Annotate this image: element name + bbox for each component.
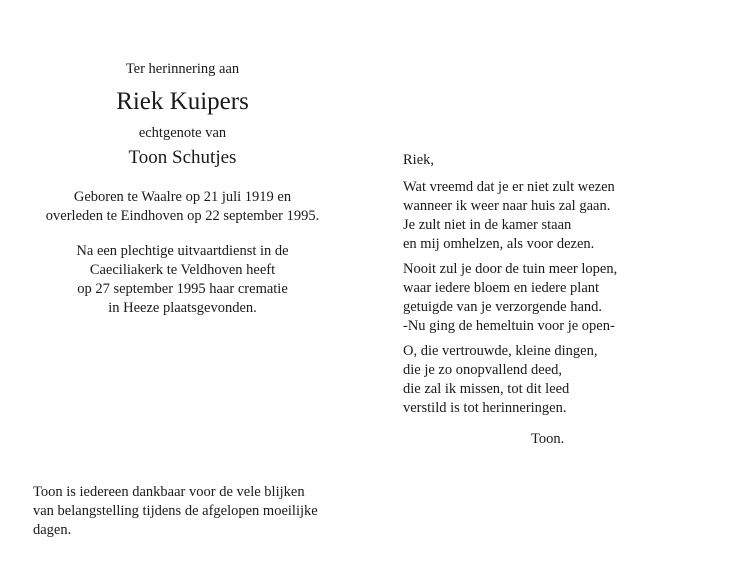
poem-line: O, die vertrouwde, kleine dingen, xyxy=(403,343,598,359)
thanks-line: dagen. xyxy=(33,522,72,538)
ceremony-paragraph xyxy=(30,242,335,318)
ceremony-line: in Heeze plaatsgevonden. xyxy=(108,300,257,316)
poem-signature: Toon. xyxy=(531,431,565,447)
poem-line: verstild is tot herinneringen. xyxy=(403,400,567,416)
poem-line: Je zult niet in de kamer staan xyxy=(403,217,572,233)
spouse-name: Toon Schutjes xyxy=(128,147,237,168)
birth-line: Geboren te Waalre op 21 juli 1919 en xyxy=(73,189,292,205)
thanks-line: van belangstelling tijdens de afgelopen moeilijke xyxy=(33,503,318,519)
poem-stanza-1 xyxy=(403,178,615,254)
poem-line: Wat vreemd dat je er niet zult wezen xyxy=(403,179,615,195)
deceased-name: Riek Kuipers xyxy=(116,88,249,115)
ceremony-line: Caeciliakerk te Veldhoven heeft xyxy=(89,262,276,278)
poem-stanza-3 xyxy=(403,342,597,418)
spouse-intro: echtgenote van xyxy=(138,125,227,141)
poem-line: Nooit zul je door de tuin meer lopen, xyxy=(403,261,618,277)
poem-line: die zal ik missen, tot dit leed xyxy=(403,381,570,397)
poem-line: die je zo onopvallend deed, xyxy=(403,362,563,378)
poem-line: -Nu ging de hemeltuin voor je open- xyxy=(403,318,615,334)
poem-stanza-2 xyxy=(403,260,617,336)
thanks-paragraph xyxy=(33,483,318,540)
poem-line: wanneer ik weer naar huis zal gaan. xyxy=(403,198,611,214)
poem-line: waar iedere bloem en iedere plant xyxy=(403,280,600,296)
intro-text: Ter herinnering aan xyxy=(125,61,240,77)
poem-greeting: Riek, xyxy=(403,152,435,168)
thanks-line: Toon is iedereen dankbaar voor de vele blijken xyxy=(33,484,305,500)
poem-line: getuigde van je verzorgende hand. xyxy=(403,299,603,315)
ceremony-line: op 27 september 1995 haar crematie xyxy=(77,281,288,297)
ceremony-line: Na een plechtige uitvaartdienst in de xyxy=(76,243,289,259)
poem-line: en mij omhelzen, als voor dezen. xyxy=(403,236,595,252)
death-line: overleden te Eindhoven op 22 september 1995. xyxy=(45,208,320,224)
birth-death-paragraph xyxy=(30,188,335,226)
